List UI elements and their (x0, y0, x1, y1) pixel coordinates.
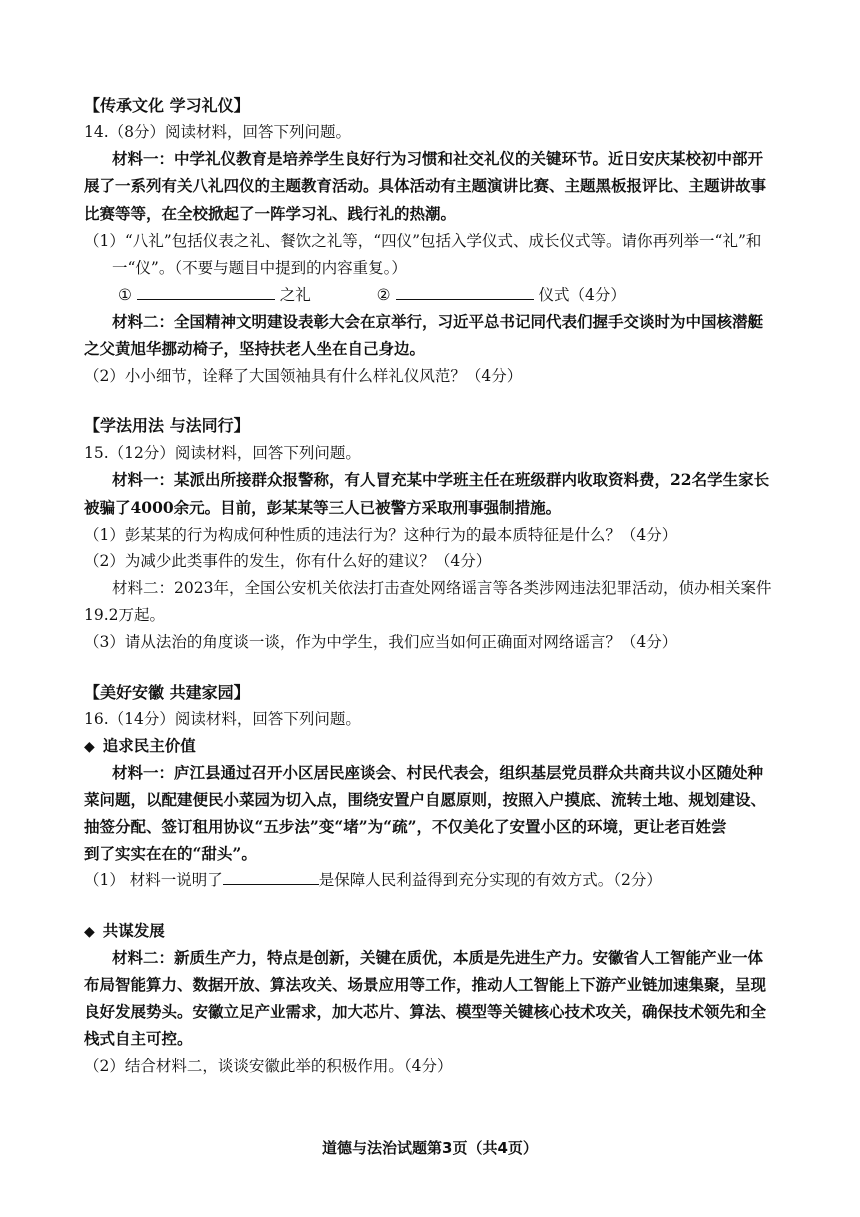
q15-part1: （1）彭某某的行为构成何种性质的违法行为？这种行为的最本质特征是什么？（4分） (84, 526, 678, 544)
q14-part2: （2）小小细节，诠释了大国领袖具有什么样礼仪风范？（4分） (84, 367, 523, 385)
q16-part1-head: （1） 材料一说明了 (84, 871, 223, 889)
q14-material1-line3: 比赛等等，在全校掀起了一阵学习礼、践行礼的热潮。 (84, 204, 457, 223)
q15-material2-line1: 材料二：2023年，全国公安机关依法打击查处网络谣言等各类涉网违法犯罪活动，侦办相关案件 (112, 579, 772, 597)
section-title-anhui: 【美好安徽 共建家园】 (84, 683, 250, 702)
q16-heading1 (84, 735, 814, 758)
q16-material1-line2: 菜问题，以配建便民小菜园为切入点，围绕安置户自愿原则，按照入户摸底、流转土地、规划建设、 (84, 790, 767, 809)
q16-part1-tail: 是保障人民利益得到充分实现的有效方式。（2分） (318, 871, 662, 889)
q16-material2-line2: 布局智能算力、数据开放、算法攻关、场景应用等工作，推动人工智能上下游产业链加速集聚，呈现 (84, 975, 767, 994)
q16-part1 (84, 869, 814, 891)
q15-material1-line1: 材料一：某派出所接群众报警称，有人冒充某中学班主任在班级群内收取资料费，22名学生家长 (112, 470, 770, 489)
fill-b-number: ② (376, 286, 391, 304)
diamond-bullet-icon: ◆ (84, 739, 95, 755)
q16-material1-line3: 抽签分配、签订租用协议“五步法”变“堵”为“疏”，不仅美化了安置小区的环境，更让老百姓尝 (84, 817, 727, 836)
diamond-bullet-icon: ◆ (84, 924, 95, 940)
page-footer: 道德与法治试题第3页（共4页） (322, 1139, 538, 1157)
q15-part3: （3）请从法治的角度谈一谈，作为中学生，我们应当如何正确面对网络谣言？（4分） (84, 633, 678, 651)
q15-stem: 15.（12分）阅读材料，回答下列问题。 (84, 444, 361, 462)
q16-material2-line4: 栈式自主可控。 (84, 1029, 193, 1048)
section-title-culture: 【传承文化 学习礼仪】 (84, 96, 250, 115)
q15-material2-line2: 19.2万起。 (84, 606, 166, 624)
q16-material1-line4: 到了实实在在的“甜头”。 (84, 844, 257, 863)
fill-a-number: ① (118, 286, 132, 304)
q15-material1-line2: 被骗了4000余元。目前，彭某某等三人已被警方采取刑事强制措施。 (84, 498, 562, 517)
fill-b-tail: 仪式（4分） (538, 286, 626, 304)
fill-a-tail: 之礼 (279, 286, 311, 304)
q16-heading1-text: 追求民主价值 (102, 736, 196, 755)
q16-stem: 16.（14分）阅读材料，回答下列问题。 (84, 710, 361, 728)
q15-part2: （2）为减少此类事件的发生，你有什么好的建议？（4分） (84, 552, 492, 570)
fill-b-blank[interactable] (396, 285, 534, 300)
fill-a-blank[interactable] (137, 285, 275, 300)
q14-fill-row (118, 284, 848, 306)
q14-material1-line2: 展了一系列有关八礼四仪的主题教育活动。具体活动有主题演讲比赛、主题黑板报评比、主题讲故事 (84, 176, 767, 195)
q14-material2-line1: 材料二：全国精神文明建设表彰大会在京举行，习近平总书记同代表们握手交谈时为中国核潜艇 (112, 312, 764, 331)
q16-part1-blank[interactable] (223, 870, 319, 885)
q14-stem: 14.（8分）阅读材料，回答下列问题。 (84, 123, 352, 141)
q16-heading2-text: 共谋发展 (102, 921, 165, 940)
q16-material2-line1: 材料二：新质生产力，特点是创新，关键在质优，本质是先进生产力。安徽省人工智能产业一体 (112, 948, 764, 967)
q14-part1-line2: 一“仪”。（不要与题目中提到的内容重复。） (112, 259, 407, 277)
q16-part2: （2）结合材料二，谈谈安徽此举的积极作用。（4分） (84, 1057, 453, 1075)
q14-material2-line2: 之父黄旭华挪动椅子，坚持扶老人坐在自己身边。 (84, 339, 426, 358)
q16-material1-line1: 材料一：庐江县通过召开小区居民座谈会、村民代表会，组织基层党员群众共商共议小区随处种 (112, 763, 764, 782)
q14-part1-line1: （1）“八礼”包括仪表之礼、餐饮之礼等，“四仪”包括入学仪式、成长仪式等。请你再列举一“礼”和 (84, 232, 762, 250)
q14-material1-line1: 材料一：中学礼仪教育是培养学生良好行为习惯和社交礼仪的关键环节。近日安庆某校初中部开 (112, 149, 764, 168)
q16-heading2 (84, 920, 814, 943)
q16-material2-line3: 良好发展势头。安徽立足产业需求，加大芯片、算法、模型等关键核心技术攻关，确保技术领先和全 (84, 1002, 767, 1021)
section-title-law: 【学法用法 与法同行】 (84, 416, 250, 435)
